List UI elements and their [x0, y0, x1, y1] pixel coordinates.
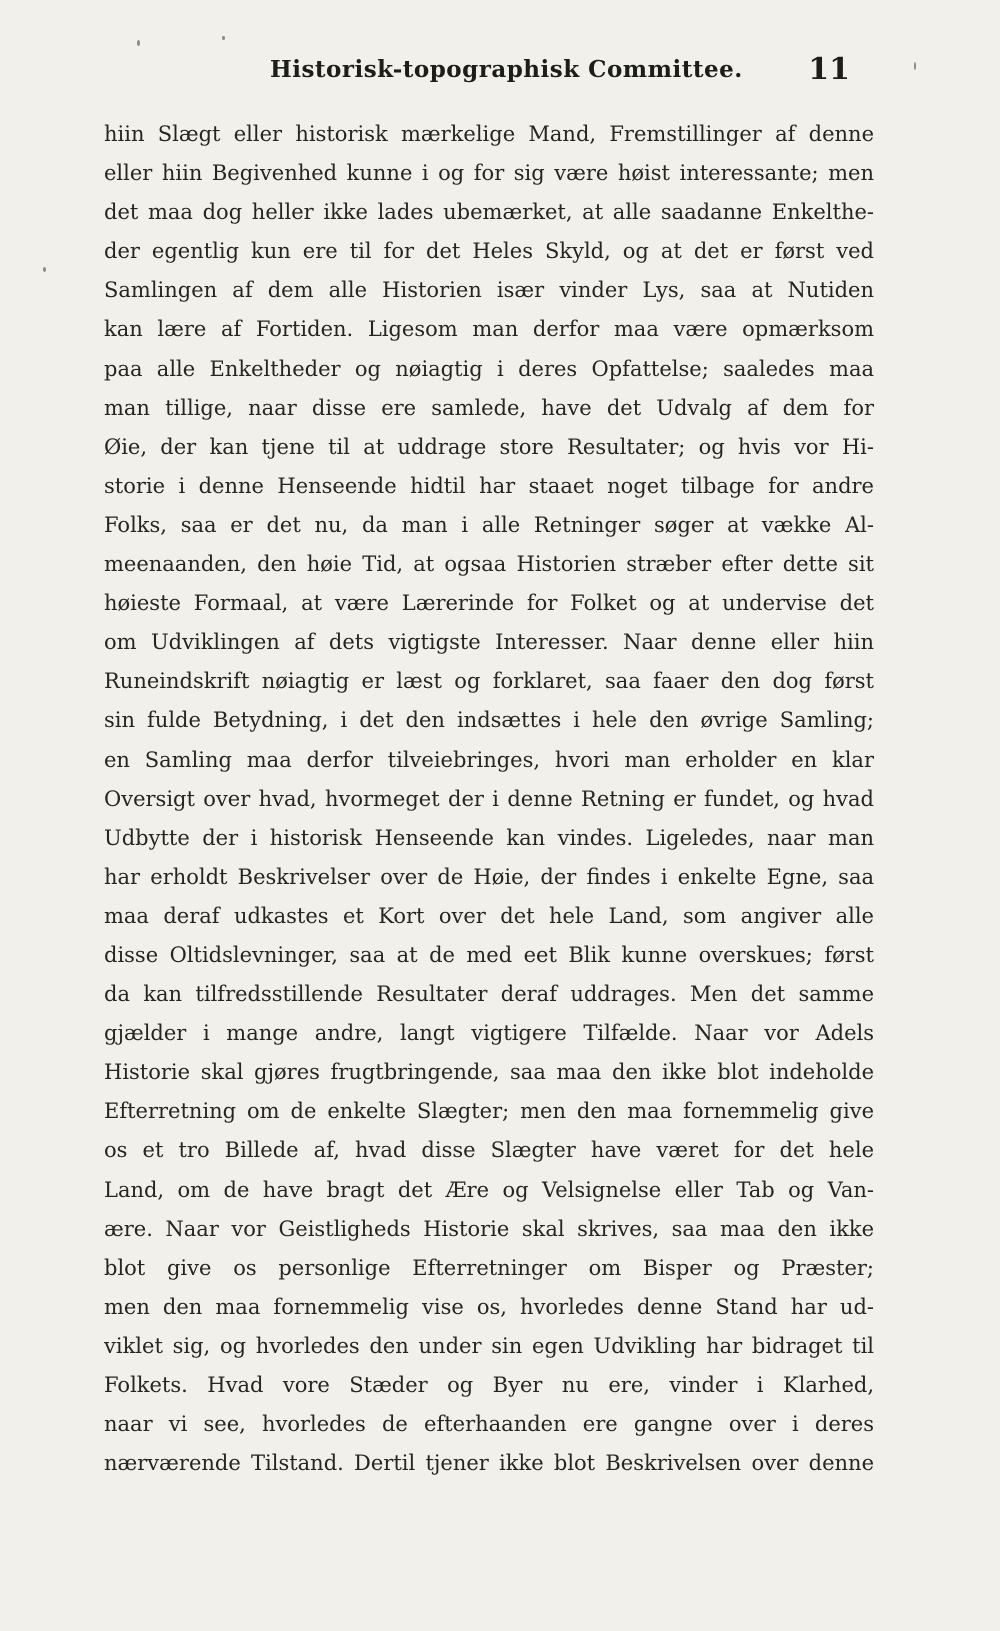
text-line: Øie, der kan tjene til at uddrage store Resultater; og hvis vor Hi-: [104, 434, 874, 459]
text-line: viklet sig, og hvorledes den under sin egen Udvikling har bidraget til: [104, 1333, 874, 1358]
text-line: paa alle Enkeltheder og nøiagtig i deres Opfattelse; saaledes maa: [104, 356, 874, 381]
text-line: Udbytte der i historisk Henseende kan vindes. Ligeledes, naar man: [104, 825, 874, 850]
text-line: eller hiin Begivenhed kunne i og for sig være høist interessante; men: [104, 161, 874, 186]
text-line: Efterretning om de enkelte Slægter; men den maa fornemmelig give: [104, 1099, 874, 1124]
text-line: meenaanden, den høie Tid, at ogsaa Historien stræber efter dette sit: [104, 552, 874, 577]
body-text: [104, 115, 874, 1483]
text-line: der egentlig kun ere til for det Heles Skyld, og at det er først ved: [104, 239, 874, 264]
text-line: Samlingen af dem alle Historien især vinder Lys, saa at Nutiden: [104, 278, 874, 303]
text-line: høieste Formaal, at være Lærerinde for Folket og at undervise det: [104, 591, 874, 616]
text-line: kan lære af Fortiden. Ligesom man derfor maa være opmærksom: [104, 317, 874, 342]
text-line: storie i denne Henseende hidtil har staaet noget tilbage for andre: [104, 473, 874, 498]
paper-speck: [137, 40, 140, 46]
text-line: Folks, saa er det nu, da man i alle Retninger søger at vække Al-: [104, 512, 874, 537]
text-line: maa deraf udkastes et Kort over det hele Land, som angiver alle: [104, 903, 874, 928]
running-title: Historisk-topographisk Committee.: [270, 56, 743, 83]
text-line: Runeindskrift nøiagtig er læst og forklaret, saa faaer den dog først: [104, 669, 874, 694]
text-line: da kan tilfredsstillende Resultater deraf uddrages. Men det samme: [104, 982, 874, 1007]
text-line: man tillige, naar disse ere samlede, have det Udvalg af dem for: [104, 395, 874, 420]
text-line: men den maa fornemmelig vise os, hvorledes denne Stand har ud-: [104, 1294, 874, 1319]
page-number: 11: [808, 52, 850, 87]
text-line: har erholdt Beskrivelser over de Høie, der findes i enkelte Egne, saa: [104, 864, 874, 889]
paper-speck: [43, 267, 46, 272]
text-line: blot give os personlige Efterretninger om Bisper og Præster;: [104, 1255, 874, 1280]
text-line: Historie skal gjøres frugtbringende, saa maa den ikke blot indeholde: [104, 1060, 874, 1085]
text-line: os et tro Billede af, hvad disse Slægter have været for det hele: [104, 1138, 874, 1163]
text-line: en Samling maa derfor tilveiebringes, hvori man erholder en klar: [104, 747, 874, 772]
text-line: ære. Naar vor Geistligheds Historie skal skrives, saa maa den ikke: [104, 1216, 874, 1241]
text-line: hiin Slægt eller historisk mærkelige Mand, Fremstillinger af denne: [104, 122, 874, 146]
text-line: Oversigt over hvad, hvormeget der i denne Retning er fundet, og hvad: [104, 786, 874, 811]
paper-speck: [222, 36, 225, 40]
text-line: om Udviklingen af dets vigtigste Interesser. Naar denne eller hiin: [104, 630, 874, 655]
text-line: gjælder i mange andre, langt vigtigere Tilfælde. Naar vor Adels: [104, 1021, 874, 1046]
text-line: naar vi see, hvorledes de efterhaanden ere gangne over i deres: [104, 1412, 874, 1437]
text-line: det maa dog heller ikke lades ubemærket, at alle saadanne Enkelthe-: [104, 200, 874, 225]
page-header: [0, 52, 1000, 92]
text-line: sin fulde Betydning, i det den indsættes i hele den øvrige Samling;: [104, 708, 874, 733]
text-line: disse Oltidslevninger, saa at de med eet Blik kunne overskues; først: [104, 942, 874, 967]
text-line: nærværende Tilstand. Dertil tjener ikke blot Beskrivelsen over denne: [104, 1451, 874, 1476]
text-line: Land, om de have bragt det Ære og Velsignelse eller Tab og Van-: [104, 1177, 874, 1202]
text-line: Folkets. Hvad vore Stæder og Byer nu ere, vinder i Klarhed,: [104, 1373, 874, 1397]
